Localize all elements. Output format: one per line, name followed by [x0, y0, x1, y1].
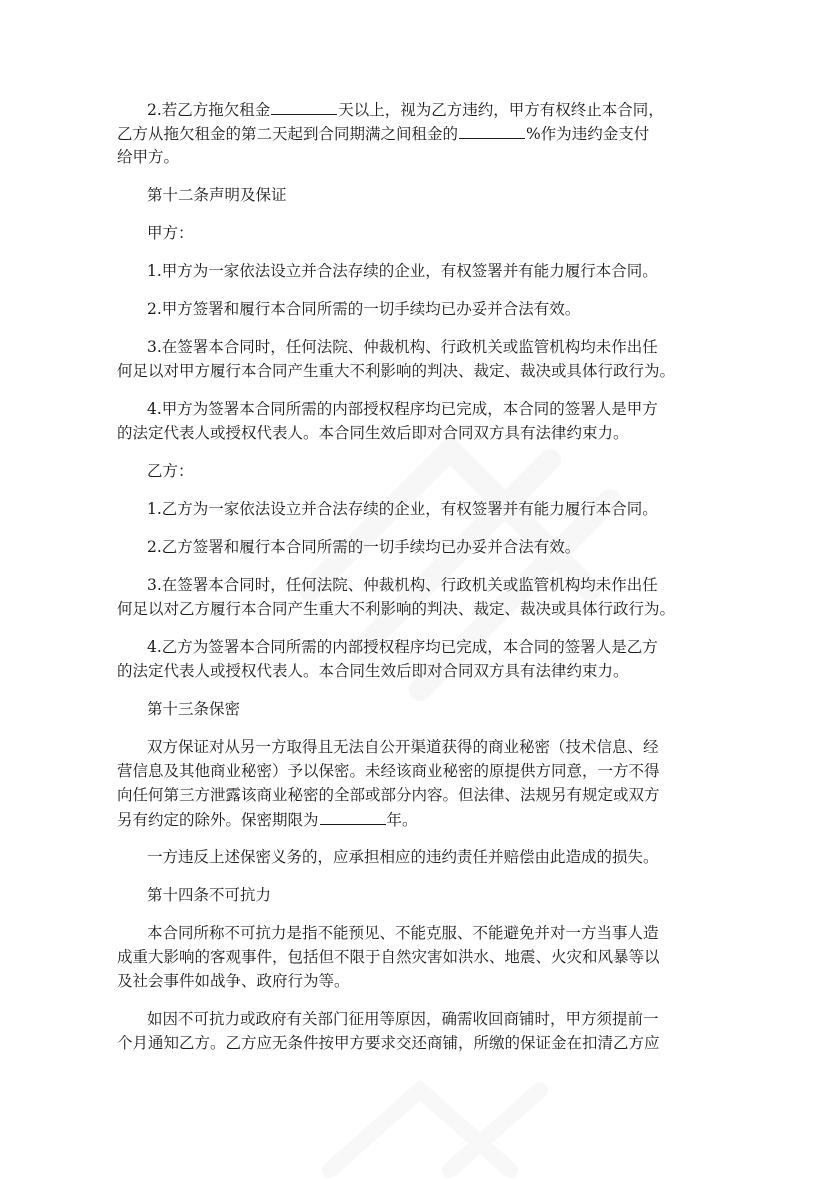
blank-years — [320, 807, 386, 825]
clause-line: 给甲方。 — [117, 148, 180, 166]
clause-line: 乙方从拖欠租金的第二天起到合同期满之间租金的 %作为违约金支付 — [117, 121, 649, 146]
watermark-bottom-icon — [300, 1060, 600, 1180]
blank-days — [271, 97, 337, 115]
clause-line: 另有约定的除外。保密期限为 年。 — [117, 807, 418, 832]
blank-percent — [459, 121, 525, 139]
document-page: 2.若乙方拖欠租金 天以上，视为乙方违约，甲方有权终止本合同， 乙方从拖欠租金的第二天起到合同期满之间租金的 %作为违约金支付 给甲方。 第十二条声明及保证 甲方： 1.甲方为一家依法设立并合法存续的企业，有权签署并有能力履行本合同。 2.甲方签署和履行本合同所需的一切手续均已办妥并合法有效。 3.在签署本合同时，任何法院、仲裁机构、行政机关或监管机构均未作出任 何足以对甲方履行本合同产生重大不利影响的判决、裁定、裁决或具体行政行为。 4.甲方为签署本合同所需的内部授权程序均已完成，本合同的签署人是甲方 的法定代表人或授权代表人。本合同生效后即对合同双方具有法律约束力。 乙方： 1.乙方为一家依法设立并合法存续的企业，有权签署并有能力履行本合同。 2.乙方签署和履行本合同所需的一切手续均已办妥并合法有效。 3.在签署本合同时，任何法院、仲裁机构、行政机关或监管机构均未作出任 何足以对乙方履行本合同产生重大不利影响的判决、裁定、裁决或具体行政行为。 4.乙方为签署本合同所需的内部授权程序均已完成，本合同的签署人是乙方 的法定代表人或授权代表人。本合同生效后即对合同双方具有法律约束力。 第十三条保密 双方保证对从另一方取得且无法自公开渠道获得的商业秘密（技术信息、经 营信息及其他商业秘密）予以保密。未经该商业秘密的原提供方同意，一方不得 向任何第三方泄露该商业秘密的全部或部分内容。但法律、法规另有规定或双方 另有约定的除外。保密期限为 年。 一方违反上述保密义务的，应承担相应的违约责任并赔偿由此造成的损失。 第十四条不可抗力 本合同所称不可抗力是指不能预见、不能克服、不能避免并对一方当事人造 成重大影响的客观事件，包括但不限于自然灾害如洪水、地震、火灾和风暴等以 及社会事件如战争、政府行为等。 如因不可抗力或政府有关部门征用等原因，确需收回商铺时，甲方须提前一 个月通知乙方。乙方应无条件按甲方要求交还商铺，所缴的保证金在扣清乙方应 — [0, 0, 830, 1174]
clause-line: 2.若乙方拖欠租金 天以上，视为乙方违约，甲方有权终止本合同， — [147, 97, 664, 122]
